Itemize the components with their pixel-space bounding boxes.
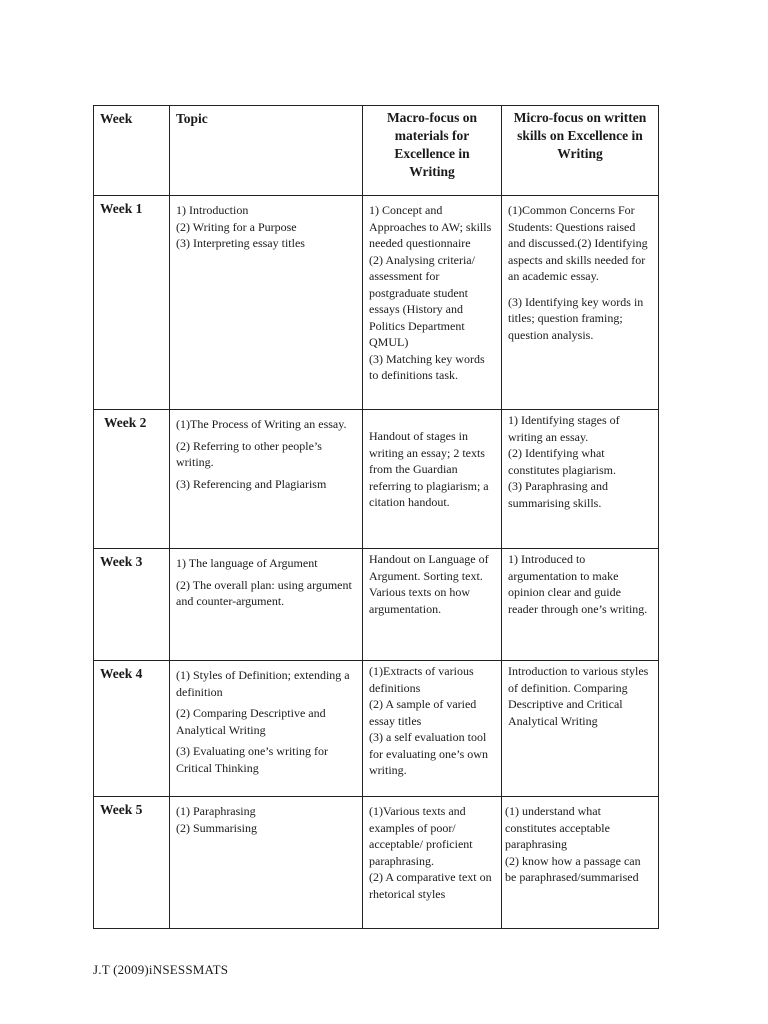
micro-item: (3) Paraphrasing and summarising skills. — [508, 479, 608, 510]
topic-cell — [170, 797, 363, 929]
table-header-row — [94, 106, 659, 196]
micro-focus-cell — [502, 410, 659, 549]
column-header-macro-focus: Macro-focus on materials for Excellence in Writing — [363, 106, 502, 196]
macro-item: Handout of stages in writing an essay; 2 texts from the Guardian referring to plagiarism; a citation handout. — [369, 429, 489, 509]
macro-item: (1)Various texts and examples of poor/ acceptable/ proficient paraphrasing. — [369, 804, 473, 868]
table-row-week-3 — [94, 549, 659, 661]
topic-item: (3) Interpreting essay titles — [176, 236, 305, 250]
column-header-micro-focus: Micro-focus on written skills on Excellence in Writing — [502, 106, 659, 196]
table-row-week-5 — [94, 797, 659, 929]
topic-item: (2) The overall plan: using argument and counter-argument. — [176, 577, 352, 608]
micro-focus-cell — [502, 549, 659, 661]
macro-focus-cell — [363, 797, 502, 929]
macro-item: (2) Analysing criteria/ assessment for postgraduate student essays (History and Politics Department QMUL) — [369, 252, 475, 349]
micro-item: (1) understand what constitutes acceptable paraphrasing — [505, 804, 610, 851]
macro-focus-cell — [363, 410, 502, 549]
topic-cell — [170, 549, 363, 661]
topic-item: 1) The language of Argument — [176, 556, 318, 570]
micro-item: (1)Common Concerns For Students: Questions raised and discussed.(2) Identifying aspects and skills needed for an academic essay. — [508, 203, 648, 283]
macro-focus-cell — [363, 549, 502, 661]
macro-focus-cell — [363, 661, 502, 797]
macro-item: Various texts on how argumentation. — [369, 585, 470, 616]
macro-item: (1)Extracts of various definitions — [369, 664, 474, 695]
macro-item: (3) Matching key words to definitions task. — [369, 351, 485, 382]
micro-item: (2) know how a passage can be paraphrased/summarised — [505, 853, 641, 884]
micro-item: Introduction to various styles of definition. Comparing Descriptive and Critical Analytical Writing — [508, 664, 649, 728]
micro-item: (2) Identifying what constitutes plagiarism. — [508, 446, 616, 477]
week-cell: Week 3 — [94, 549, 170, 661]
micro-focus-cell — [502, 661, 659, 797]
macro-item: (2) A sample of varied essay titles — [369, 697, 477, 728]
column-header-week: Week — [94, 106, 170, 196]
topic-cell — [170, 661, 363, 797]
micro-focus-cell — [502, 196, 659, 410]
column-header-topic: Topic — [170, 106, 363, 196]
syllabus-table — [93, 105, 659, 929]
table-row-week-1 — [94, 196, 659, 410]
topic-item: 1) Introduction — [176, 203, 249, 217]
table-row-week-2 — [94, 410, 659, 549]
topic-item: (2) Summarising — [176, 820, 257, 835]
topic-item: (3) Referencing and Plagiarism — [176, 476, 327, 491]
topic-item: (1) Paraphrasing — [176, 804, 256, 818]
topic-item: (1) Styles of Definition; extending a definition — [176, 668, 350, 699]
topic-cell — [170, 196, 363, 410]
macro-item: Handout on Language of Argument. Sorting text. — [369, 552, 489, 583]
micro-item: 1) Introduced to argumentation to make opinion clear and guide reader through one’s writing. — [508, 552, 648, 616]
week-cell: Week 1 — [94, 196, 170, 410]
table-row-week-4 — [94, 661, 659, 797]
topic-item: (3) Evaluating one’s writing for Critical Thinking — [176, 744, 328, 775]
macro-item: (3) a self evaluation tool for evaluating one’s own writing. — [369, 730, 488, 777]
week-cell: Week 5 — [94, 797, 170, 929]
micro-focus-cell — [502, 797, 659, 929]
topic-cell — [170, 410, 363, 549]
document-footer: J.T (2009)iNSESSMATS — [93, 962, 229, 977]
topic-item: (1)The Process of Writing an essay. — [176, 417, 347, 431]
topic-item: (2) Writing for a Purpose — [176, 219, 297, 234]
macro-item: (2) A comparative text on rhetorical styles — [369, 870, 492, 901]
topic-item: (2) Comparing Descriptive and Analytical Writing — [176, 706, 326, 737]
micro-item: (3) Identifying key words in titles; question framing; question analysis. — [508, 294, 644, 342]
macro-focus-cell — [363, 196, 502, 410]
macro-item: 1) Concept and Approaches to AW; skills needed questionnaire — [369, 203, 492, 250]
topic-item: (2) Referring to other people’s writing. — [176, 438, 322, 469]
micro-item: 1) Identifying stages of writing an essay. — [508, 413, 620, 444]
week-cell: Week 2 — [94, 410, 170, 549]
week-cell: Week 4 — [94, 661, 170, 797]
